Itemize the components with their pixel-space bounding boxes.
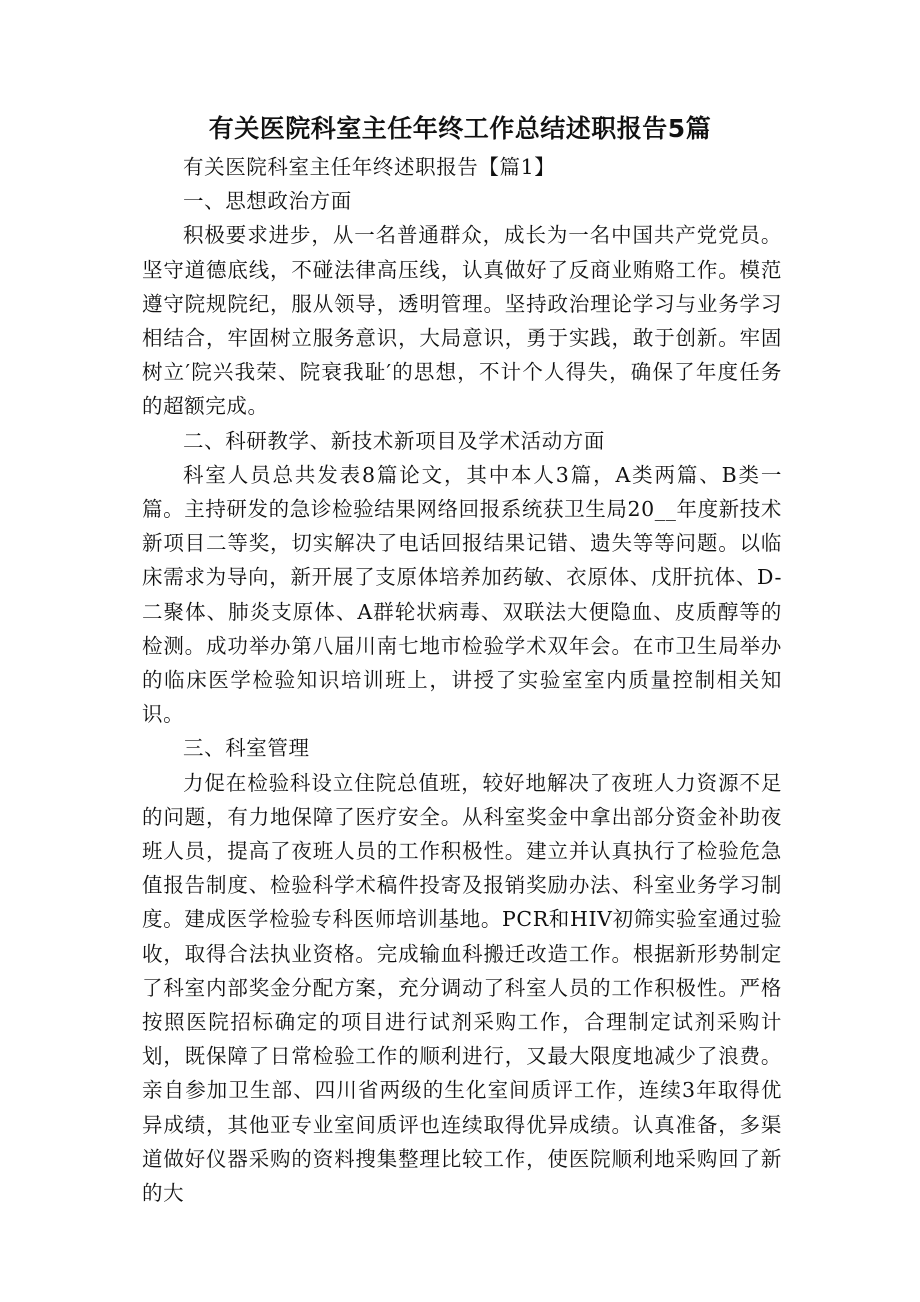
document-title: 有关医院科室主任年终工作总结述职报告5篇 [208, 114, 712, 143]
paragraph-research: 科室人员总共发表8篇论文，其中本人3篇，A类两篇、B类一篇。主持研发的急诊检验结果网络回报系统获卫生局20__年度新技术新项目二等奖，切实解决了电话回报结果记错、遗失等等问题。以临床需求为导向，新开展了支原体培养加药敏、衣原体、戊肝抗体、D-二聚体、肺炎支原体、A群轮状病毒、双联法大便隐血、皮质醇等的检测。成功举办第八届川南七地市检验学术双年会。在市卫生局举办的临床医学检验知识培训班上，讲授了实验室室内质量控制相关知识。 [142, 462, 782, 727]
section-heading-management: 三、科室管理 [183, 736, 310, 761]
section-heading-research: 二、科研教学、新技术新项目及学术活动方面 [183, 428, 605, 453]
section-heading-part1: 有关医院科室主任年终述职报告【篇1】 [183, 155, 556, 179]
section-heading-ideology: 一、思想政治方面 [183, 189, 352, 214]
paragraph-management: 力促在检验科设立住院总值班，较好地解决了夜班人力资源不足的问题，有力地保障了医疗安全。从科室奖金中拿出部分资金补助夜班人员，提高了夜班人员的工作积极性。建立并认真执行了检验危急值报告制度、检验科学术稿件投寄及报销奖励办法、科室业务学习制度。建成医学检验专科医师培训基地。PCR和HIV初筛实验室通过验收，取得合法执业资格。完成输血科搬迁改造工作。根据新形势制定了科室内部奖金分配方案，充分调动了科室人员的工作积极性。严格按照医院招标确定的项目进行试剂采购工作，合理制定试剂采购计划，既保障了日常检验工作的顺利进行，又最大限度地减少了浪费。亲自参加卫生部、四川省两级的生化室间质评工作，连续3年取得优异成绩，其他亚专业室间质评也连续取得优异成绩。认真准备，多渠道做好仪器采购的资料搜集整理比较工作，使医院顺利地采购回了新的大 [142, 770, 782, 1206]
paragraph-ideology: 积极要求进步，从一名普通群众，成长为一名中国共产党党员。坚守道德底线，不碰法律高压线，认真做好了反商业贿赂工作。模范遵守院规院纪，服从领导，透明管理。坚持政治理论学习与业务学习相结合，牢固树立服务意识，大局意识，勇于实践，敢于创新。牢固树立′院兴我荣、院衰我耻′的思想，不计个人得失，确保了年度任务的超额完成。 [142, 223, 782, 419]
document-body [142, 150, 782, 1210]
